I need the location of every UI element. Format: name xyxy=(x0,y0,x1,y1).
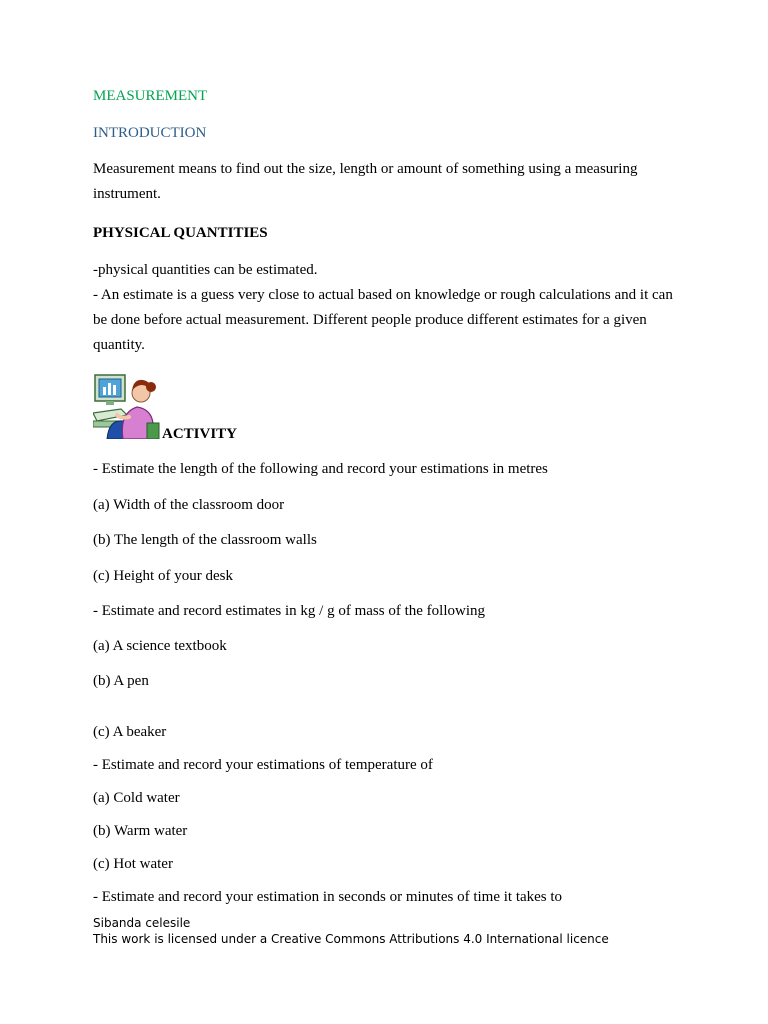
list-item: (a) A science textbook xyxy=(93,638,227,654)
temperature-instruction: - Estimate and record your estimations of temperature of xyxy=(93,757,433,773)
list-item: (b) A pen xyxy=(93,673,149,689)
list-item: (c) Height of your desk xyxy=(93,568,233,584)
woman-at-computer-icon xyxy=(93,371,161,439)
list-item: (a) Cold water xyxy=(93,790,180,806)
footer-author: Sibanda celesile xyxy=(93,916,191,930)
intro-paragraph: Measurement means to find out the size, length or amount of something using a measuring instrument. xyxy=(93,161,638,202)
length-instruction: - Estimate the length of the following and record your estimations in metres xyxy=(93,461,548,477)
footer-license: This work is licensed under a Creative Commons Attributions 4.0 International licence xyxy=(93,932,609,946)
time-instruction: - Estimate and record your estimation in seconds or minutes of time it takes to xyxy=(93,889,563,905)
list-item: (c) A beaker xyxy=(93,724,167,740)
list-item: (c) Hot water xyxy=(93,856,173,872)
physical-quantities-heading: PHYSICAL QUANTITIES xyxy=(93,225,268,241)
activity-heading: ACTIVITY xyxy=(162,426,238,442)
intro-heading: INTRODUCTION xyxy=(93,125,207,141)
pq-line-1: -physical quantities can be estimated. xyxy=(93,262,318,278)
list-item: (a) Width of the classroom door xyxy=(93,497,285,513)
list-item: (b) The length of the classroom walls xyxy=(93,532,317,548)
list-item: (b) Warm water xyxy=(93,823,188,839)
mass-instruction: - Estimate and record estimates in kg / g of mass of the following xyxy=(93,603,485,619)
document-title: MEASUREMENT xyxy=(93,88,208,104)
pq-paragraph: - An estimate is a guess very close to actual based on knowledge or rough calculations and it can be done before actual measurement. Different people produce different estimates for a given quantity. xyxy=(93,287,673,353)
